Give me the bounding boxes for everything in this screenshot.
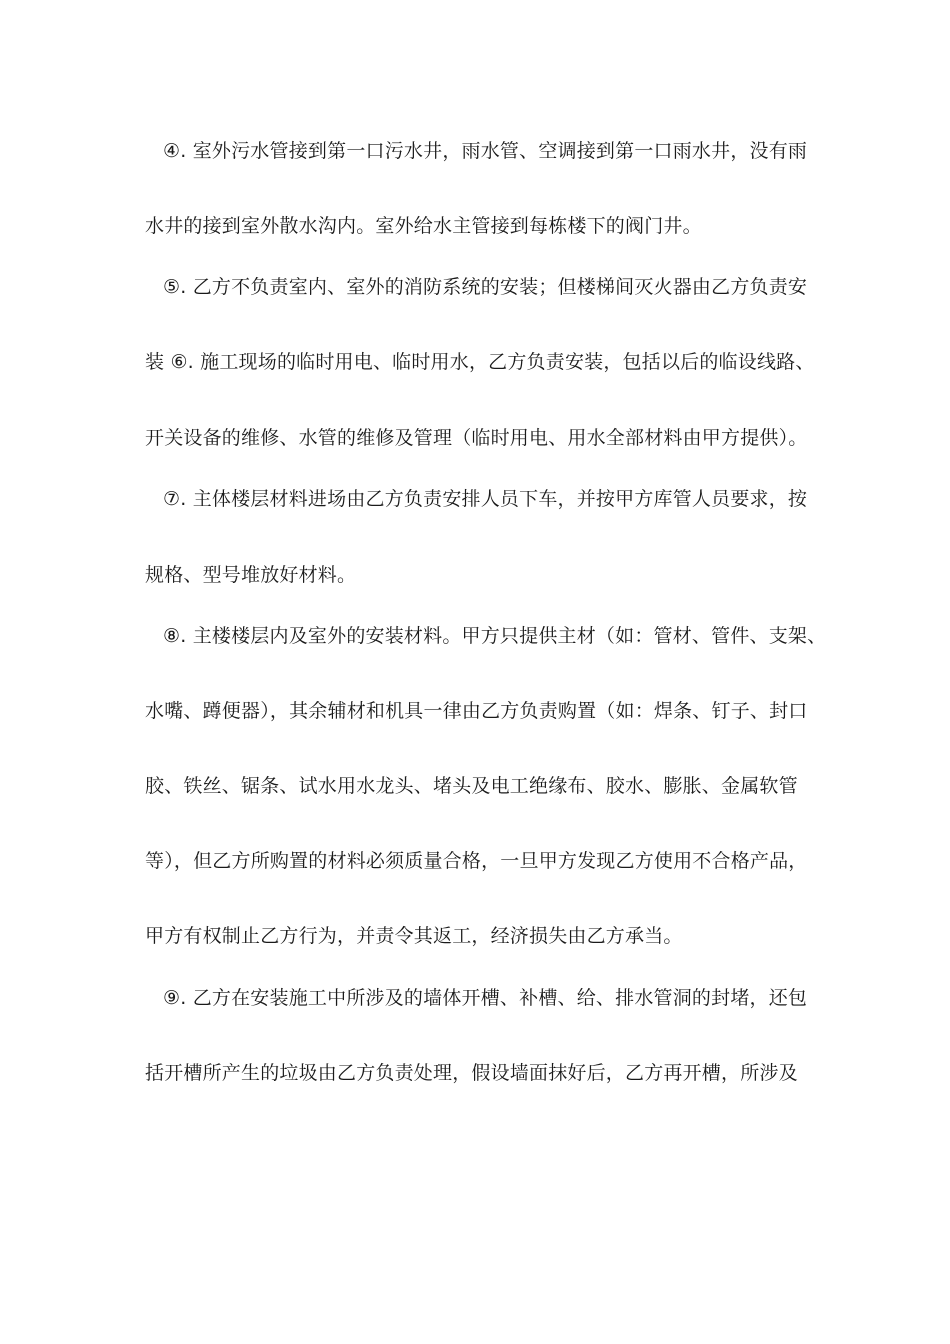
text-line: ⑧. 主楼楼层内及室外的安装材料。甲方只提供主材（如：管材、管件、支架、	[163, 625, 827, 647]
text-line: 装 ⑥. 施工现场的临时用电、临时用水，乙方负责安装，包括以后的临设线路、	[145, 351, 815, 373]
text-line: 等），但乙方所购置的材料必须质量合格，一旦甲方发现乙方使用不合格产品，	[145, 850, 808, 872]
text-line: ④. 室外污水管接到第一口污水井，雨水管、空调接到第一口雨水井，没有雨	[163, 140, 808, 162]
text-line: 胶、铁丝、锯条、试水用水龙头、堵头及电工绝缘布、胶水、膨胀、金属软管	[145, 775, 798, 797]
text-line: 开关设备的维修、水管的维修及管理（临时用电、用水全部材料由甲方提供）。	[145, 427, 808, 449]
text-line: ⑤. 乙方不负责室内、室外的消防系统的安装；但楼梯间灭火器由乙方负责安	[163, 276, 808, 298]
text-line: 括开槽所产生的垃圾由乙方负责处理，假设墙面抹好后，乙方再开槽，所涉及	[145, 1062, 798, 1084]
text-line: 甲方有权制止乙方行为，并责令其返工，经济损失由乙方承当。	[145, 925, 683, 947]
text-line: ⑦. 主体楼层材料进场由乙方负责安排人员下车，并按甲方库管人员要求，按	[163, 488, 808, 510]
text-line: ⑨. 乙方在安装施工中所涉及的墙体开槽、补槽、给、排水管洞的封堵，还包	[163, 987, 808, 1009]
text-line: 水嘴、蹲便器），其余辅材和机具一律由乙方负责购置（如：焊条、钉子、封口	[145, 700, 808, 722]
text-line: 规格、型号堆放好材料。	[145, 564, 357, 586]
text-line: 水井的接到室外散水沟内。室外给水主管接到每栋楼下的阀门井。	[145, 215, 702, 237]
